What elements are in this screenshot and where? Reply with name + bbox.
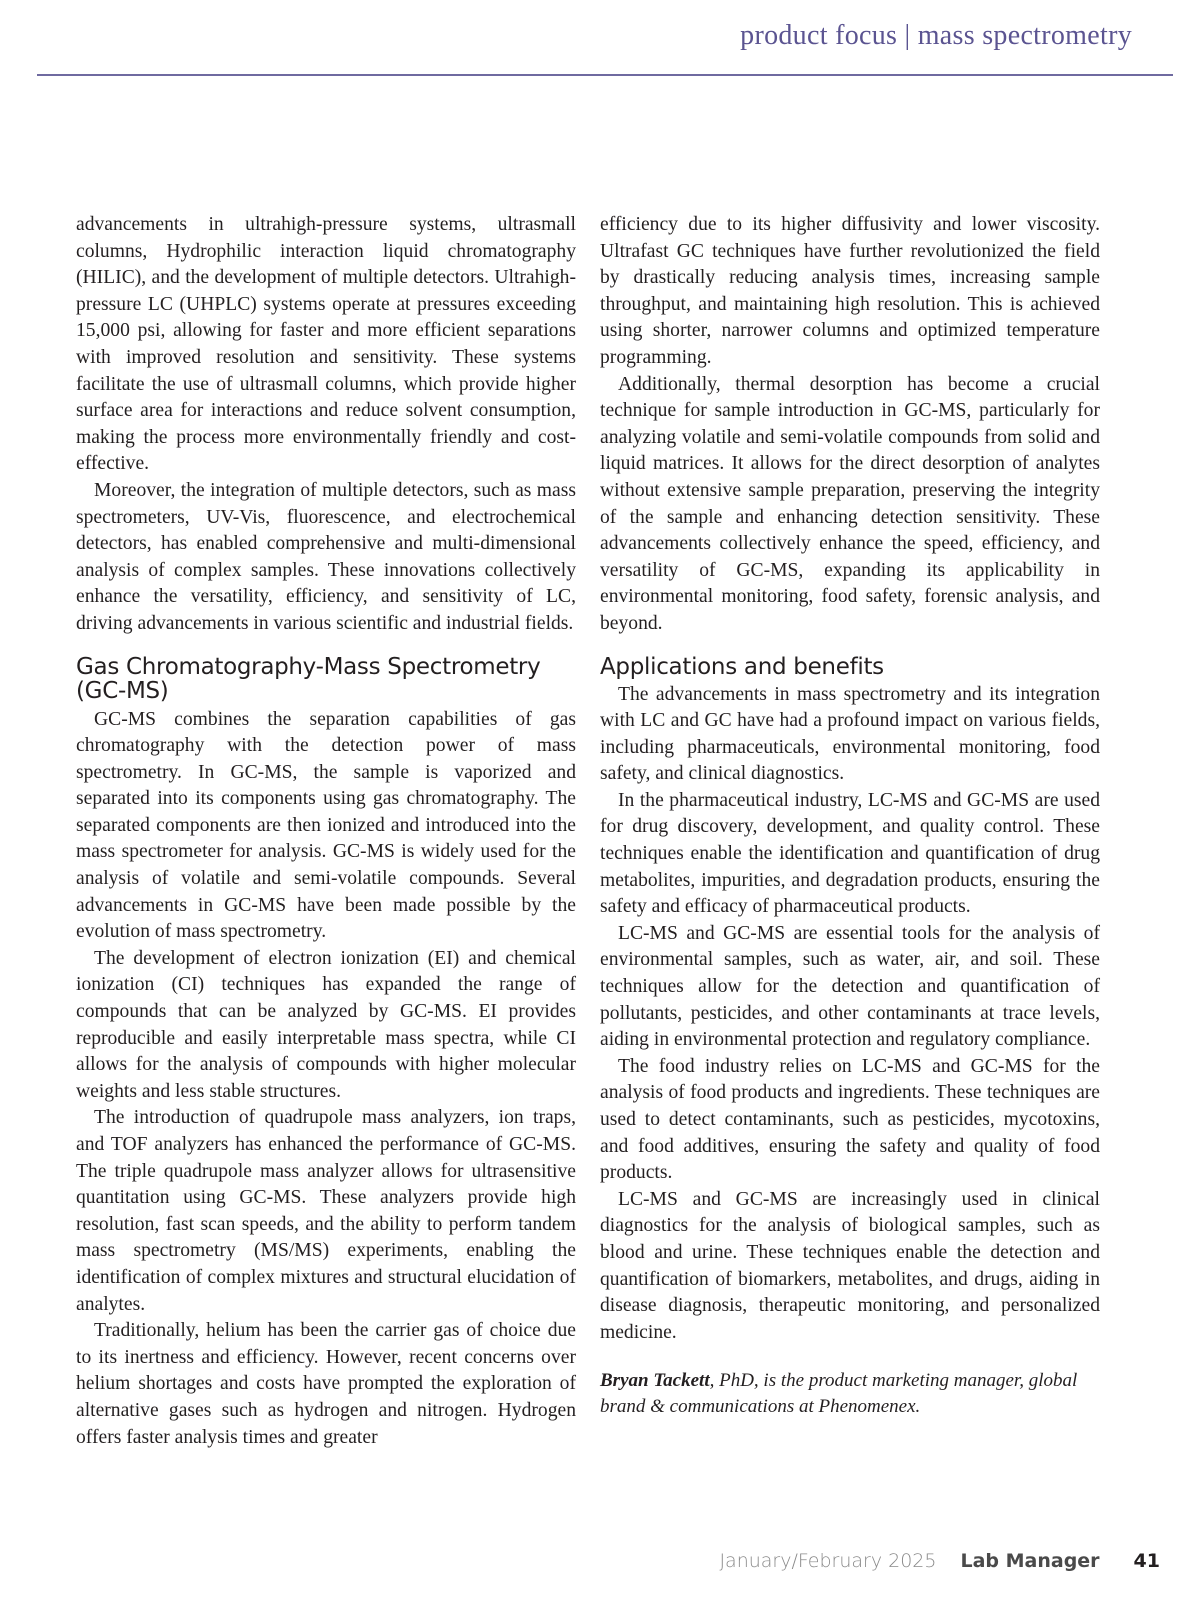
paragraph: LC-MS and GC-MS are essential tools for the analysis of environmental samples, such as water, air, and soil. These techniques allow for the detection and quantification of pollutants, pesticides, and other contaminants at trace levels, aiding in environmental protection and regulatory compliance. <box>600 922 1100 1051</box>
paragraph: The food industry relies on LC-MS and GC-MS for the analysis of food products and ingredients. These techniques are used to detect contaminants, such as pesticides, mycotoxins, and food additives, ensuring the safety and quality of food products. <box>600 1055 1100 1184</box>
page-footer <box>719 1550 1160 1580</box>
paragraph: LC-MS and GC-MS are increasingly used in clinical diagnostics for the analysis of biological samples, such as blood and urine. These techniques enable the detection and quantification of biomarkers, metabolites, and drugs, aiding in disease diagnosis, therapeutic monitoring, and personalized medicine. <box>600 1188 1100 1343</box>
paragraph: The advancements in mass spectrometry and its integration with LC and GC have had a profound impact on various fields, including pharmaceuticals, environmental monitoring, food safety, and clinical diagnostics. <box>600 683 1100 785</box>
paragraph: Traditionally, helium has been the carrier gas of choice due to its inertness and efficiency. However, recent concerns over helium shortages and costs have prompted the exploration of alternative gases such as hydrogen and nitrogen. Hydrogen offers faster analysis times and greater <box>76 1320 576 1448</box>
paragraph: Moreover, the integration of multiple detectors, such as mass spectrometers, UV-Vis, fluorescence, and electrochemical detectors, has enabled comprehensive and multi-dimensional analysis of complex samples. These innovations collectively enhance the versatility, efficiency, and sensitivity of LC, driving advancements in various scientific and industrial fields. <box>76 479 576 634</box>
section-title: product focus | mass spectrometry <box>740 20 1132 51</box>
paragraph: efficiency due to its higher diffusivity and lower viscosity. Ultrafast GC techniques have further revolutionized the field by drastically reducing analysis times, increasing sample throughput, and maintaining high resolution. This is achieved using shorter, narrower columns and optimized temperature programming. <box>600 214 1100 368</box>
right-column <box>600 212 1100 1420</box>
paragraph: advancements in ultrahigh-pressure systems, ultrasmall columns, Hydrophilic interaction liquid chromatography (HILIC), and the development of multiple detectors. Ultrahigh-pressure LC (UHPLC) systems operate at pressures exceeding 15,000 psi, allowing for faster and more efficient separations with improved resolution and sensitivity. These systems facilitate the use of ultrasmall columns, which provide higher surface area for interactions and reduce solvent consumption, making the process more environmentally friendly and cost-effective. <box>76 214 576 475</box>
page-header <box>0 0 1200 80</box>
paragraph: GC-MS combines the separation capabilities of gas chromatography with the detection power of mass spectrometry. In GC-MS, the sample is vaporized and separated into its components using gas chromatography. The separated components are then ionized and introduced into the mass spectrometer for analysis. GC-MS is widely used for the analysis of volatile and semi-volatile compounds. Several advancements in GC-MS have been made possible by the evolution of mass spectrometry. <box>76 708 576 943</box>
paragraph: In the pharmaceutical industry, LC-MS and GC-MS are used for drug discovery, development, and quality control. These techniques enable the identification and quantification of drug metabolites, impurities, and degradation products, ensuring the safety and efficacy of pharmaceutical products. <box>600 789 1100 918</box>
section-heading-gcms: Gas Chromatography-Mass Spectrometry (GC-MS) <box>76 653 541 704</box>
header-divider <box>37 74 1173 76</box>
author-name: Bryan Tackett <box>600 1370 710 1392</box>
author-bio <box>600 1368 1100 1420</box>
author-bio-text: , PhD, is the product marketing manager, global brand & communications at Phenomenex. <box>600 1370 1078 1418</box>
issue-date: January/February 2025 <box>719 1550 937 1572</box>
page-number: 41 <box>1133 1550 1160 1572</box>
paragraph: Additionally, thermal desorption has become a crucial technique for sample introduction in GC-MS, particularly for analyzing volatile and semi-volatile compounds from solid and liquid matrices. It allows for the direct desorption of analytes without extensive sample preparation, preserving the integrity of the sample and enhancing detection sensitivity. These advancements collectively enhance the speed, efficiency, and versatility of GC-MS, expanding its applicability in environmental monitoring, food safety, forensic analysis, and beyond. <box>600 373 1100 634</box>
magazine-name: Lab Manager <box>960 1550 1100 1572</box>
left-column <box>76 212 576 1451</box>
paragraph: The development of electron ionization (EI) and chemical ionization (CI) techniques has expanded the range of compounds that can be analyzed by GC-MS. EI provides reproducible and easily interpretable mass spectra, while CI allows for the analysis of compounds with higher molecular weights and less stable structures. <box>76 947 576 1102</box>
paragraph: The introduction of quadrupole mass analyzers, ion traps, and TOF analyzers has enhanced the performance of GC-MS. The triple quadrupole mass analyzer allows for ultrasensitive quantitation using GC-MS. These analyzers provide high resolution, fast scan speeds, and the ability to perform tandem mass spectrometry (MS/MS) experiments, enabling the identification of complex mixtures and structural elucidation of analytes. <box>76 1107 576 1315</box>
section-heading-applications: Applications and benefits <box>600 653 884 680</box>
